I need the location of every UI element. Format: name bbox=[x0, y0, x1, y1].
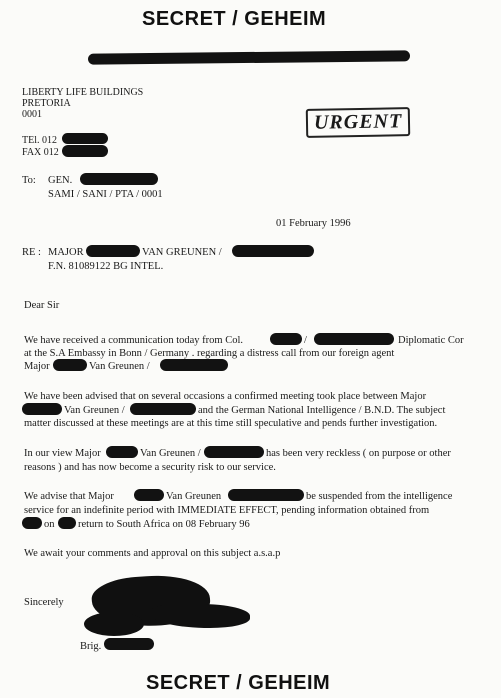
redaction-agent bbox=[53, 359, 87, 371]
signer-rank: Brig. bbox=[80, 641, 102, 652]
p3-line1a: In our view Major bbox=[24, 448, 101, 459]
redaction-col-detail bbox=[314, 333, 394, 345]
redaction-p4-id bbox=[228, 489, 304, 501]
salutation: Dear Sir bbox=[24, 300, 60, 311]
p2-line2a: Van Greunen / bbox=[64, 405, 125, 416]
redaction-p4-return bbox=[58, 517, 76, 529]
redaction-re-name bbox=[86, 245, 140, 257]
p1-line1a: We have received a communication today from Col. bbox=[24, 335, 243, 346]
p3-line2: reasons ) and has now become a security risk to our service. bbox=[24, 462, 276, 473]
redaction-fax bbox=[62, 145, 108, 157]
re-surname: VAN GREUNEN / bbox=[142, 247, 222, 258]
address-line-2: PRETORIA bbox=[22, 98, 71, 109]
address-line-3: 0001 bbox=[22, 109, 42, 120]
p1-line3b: Van Greunen / bbox=[89, 361, 150, 372]
re-rank: MAJOR bbox=[48, 247, 84, 258]
redaction-p3-id bbox=[204, 446, 264, 458]
signature-redaction-left bbox=[84, 612, 144, 636]
redaction-p3-name bbox=[106, 446, 138, 458]
p1-line1b: / bbox=[304, 335, 307, 346]
p4-line1a: We advise that Major bbox=[24, 491, 114, 502]
p1-line1c: Diplomatic Cor bbox=[398, 335, 464, 346]
urgent-stamp: URGENT bbox=[306, 107, 411, 138]
redaction-col-name bbox=[270, 333, 302, 345]
p3-line1b: Van Greunen / bbox=[140, 448, 201, 459]
redaction-agent-id bbox=[160, 359, 228, 371]
p1-line3a: Major bbox=[24, 361, 50, 372]
fax-label: FAX 012 bbox=[22, 147, 59, 158]
p4-line3a: on bbox=[44, 519, 55, 530]
gen-label: GEN. bbox=[48, 175, 73, 186]
p2-line2b: and the German National Intelligence / B.N.D. The subject bbox=[198, 405, 446, 416]
redaction-p4-name bbox=[134, 489, 164, 501]
to-label: To: bbox=[22, 175, 36, 186]
p2-line3: matter discussed at these meetings are at this time still speculative and pends further investigation. bbox=[24, 418, 438, 429]
classification-top: SECRET / GEHEIM bbox=[142, 8, 327, 30]
tel-label: TEl. 012 bbox=[22, 135, 57, 146]
letter-date: 01 February 1996 bbox=[276, 218, 351, 229]
p4-line2: service for an indefinite period with IMMEDIATE EFFECT, pending information obtained from bbox=[24, 505, 430, 516]
redaction-re-id bbox=[232, 245, 314, 257]
closing: Sincerely bbox=[24, 597, 64, 608]
p4-line1b: Van Greunen bbox=[166, 491, 222, 502]
recipient-line-2: SAMI / SANI / PTA / 0001 bbox=[48, 189, 163, 200]
redaction-p4-source bbox=[22, 517, 42, 529]
redaction-gen bbox=[80, 173, 158, 185]
p1-line2: at the S.A Embassy in Bonn / Germany . regarding a distress call from our foreign agent bbox=[24, 348, 395, 359]
p2-line1: We have been advised that on several occasions a confirmed meeting took place between Major bbox=[24, 391, 427, 402]
redaction-p2-name bbox=[22, 403, 62, 415]
re-file-number: F.N. 81089122 BG INTEL. bbox=[48, 261, 164, 272]
address-line-1: LIBERTY LIFE BUILDINGS bbox=[22, 87, 144, 98]
p5-line: We await your comments and approval on this subject a.s.a.p bbox=[24, 548, 281, 559]
p4-line1c: be suspended from the intelligence bbox=[306, 491, 453, 502]
redaction-tel bbox=[62, 133, 108, 144]
p4-line3b: return to South Africa on 08 February 96 bbox=[78, 519, 250, 530]
re-label: RE : bbox=[22, 247, 41, 258]
redaction-bar bbox=[88, 50, 410, 64]
p3-line1c: has been very reckless ( on purpose or other bbox=[266, 448, 451, 459]
redaction-signer bbox=[104, 638, 154, 650]
classification-bottom: SECRET / GEHEIM bbox=[146, 672, 331, 694]
redaction-p2-id bbox=[130, 403, 196, 415]
